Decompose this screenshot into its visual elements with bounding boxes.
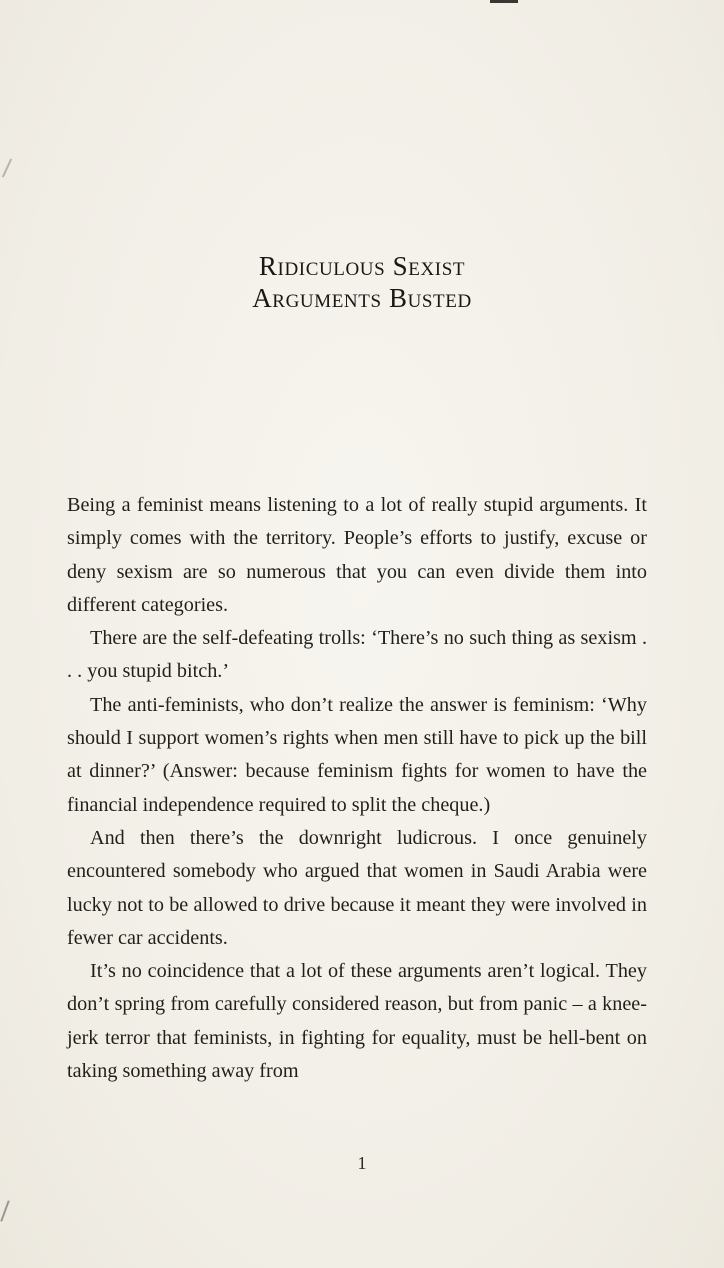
paper-speck — [0, 1200, 9, 1221]
paragraph-5: It’s no coincidence that a lot of these arguments aren’t logical. They don’t spring from carefully considered reason, but from panic – a knee-jerk terror that feminists, in fighting for equality, must be hell-bent on taking something away from — [67, 960, 647, 1083]
chapter-title-line-1: Ridiculous Sexist — [258, 251, 466, 281]
chapter-title-line-2: Arguments Busted — [252, 283, 472, 313]
paper-speck — [2, 159, 12, 178]
top-edge-mark — [490, 0, 518, 3]
paragraph-2: There are the self-defeating trolls: ‘There’s no such thing as sexism . . . you stupid bitch.’ — [67, 627, 647, 683]
paragraph-1: Being a feminist means listening to a lot of really stupid arguments. It simply comes with the territory. People’s efforts to justify, excuse or deny sexism are so numerous that you can even divide them into different categories. — [67, 494, 647, 616]
chapter-title — [0, 250, 724, 314]
paragraph-4: And then there’s the downright ludicrous. I once genuinely encountered somebody who argued that women in Saudi Arabia were lucky not to be allowed to drive because it meant they were involved in fewer car accidents. — [67, 826, 647, 949]
paragraph-3: The anti-feminists, who don’t realize the answer is feminism: ‘Why should I support women’s rights when men still have to pick up the bill at dinner?’ (Answer: because feminism fights for women to have the financial independence required to split the cheque.) — [67, 693, 647, 816]
page-number: 1 — [357, 1153, 367, 1173]
body-text — [67, 489, 647, 1088]
